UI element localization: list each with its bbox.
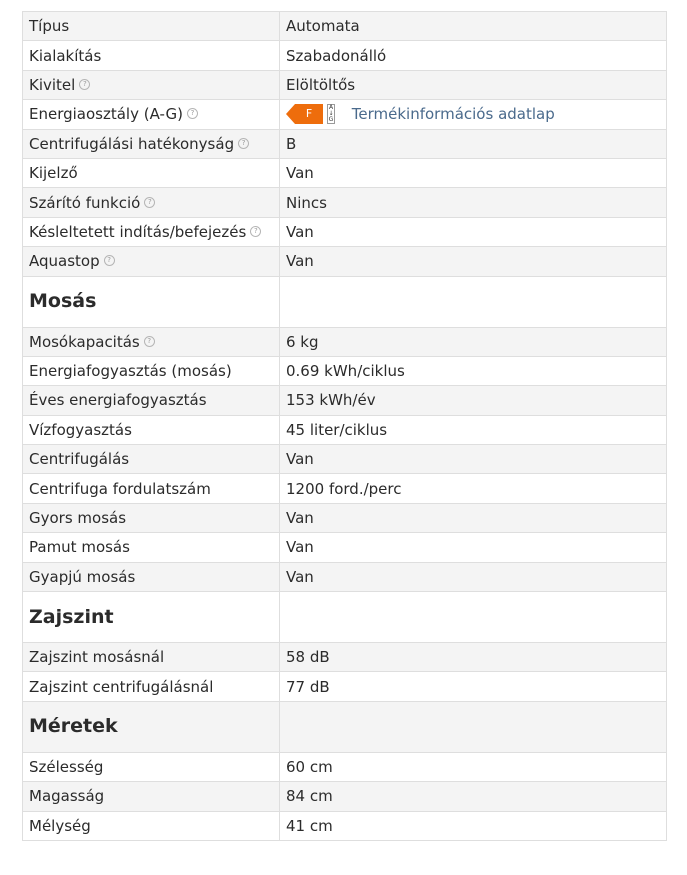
spec-row-kesleltetett-inditas bbox=[23, 217, 667, 246]
spec-label: Zajszint mosásnál bbox=[23, 643, 280, 672]
spec-value: Nincs bbox=[280, 188, 667, 217]
spec-value: 0.69 kWh/ciklus bbox=[280, 356, 667, 385]
spec-row-centrifugalas bbox=[23, 445, 667, 474]
spec-label: Energiaosztály (A-G) ? bbox=[23, 100, 280, 129]
spec-value: Van bbox=[280, 533, 667, 562]
spec-row-gyapju-mosas bbox=[23, 562, 667, 591]
spec-row-aquastop bbox=[23, 247, 667, 276]
spec-label: Centrifuga fordulatszám bbox=[23, 474, 280, 503]
spec-label: Kivitel ? bbox=[23, 70, 280, 99]
section-header-mosas bbox=[23, 276, 667, 327]
spec-label: Gyapjú mosás bbox=[23, 562, 280, 591]
energy-label[interactable] bbox=[286, 104, 335, 124]
spec-value: Van bbox=[280, 503, 667, 532]
spec-label: Szárító funkció ? bbox=[23, 188, 280, 217]
spec-label: Kijelző bbox=[23, 158, 280, 187]
spec-label: Magasság bbox=[23, 782, 280, 811]
spec-row-mosokapacitas bbox=[23, 327, 667, 356]
spec-value: 84 cm bbox=[280, 782, 667, 811]
spec-row-magassag bbox=[23, 782, 667, 811]
spec-row-energiaosztaly bbox=[23, 100, 667, 129]
section-header-zajszint bbox=[23, 592, 667, 643]
spec-row-zajszint-centrifugalasnal bbox=[23, 672, 667, 701]
spec-row-eves-energiafogyasztas bbox=[23, 386, 667, 415]
energy-scale-icon: A ↓ G bbox=[328, 104, 334, 124]
spec-label: Pamut mosás bbox=[23, 533, 280, 562]
help-icon[interactable]: ? bbox=[144, 336, 155, 347]
spec-row-szarito-funkcio bbox=[23, 188, 667, 217]
product-info-sheet-link[interactable]: Termékinformációs adatlap bbox=[351, 104, 555, 123]
spec-label: Aquastop ? bbox=[23, 247, 280, 276]
spec-row-pamut-mosas bbox=[23, 533, 667, 562]
spec-label: Kialakítás bbox=[23, 41, 280, 70]
spec-value: Van bbox=[280, 158, 667, 187]
spec-value: 153 kWh/év bbox=[280, 386, 667, 415]
spec-value: Van bbox=[280, 247, 667, 276]
section-header-meretek bbox=[23, 701, 667, 752]
spec-value bbox=[280, 100, 667, 129]
spec-label: Típus bbox=[23, 12, 280, 41]
help-icon[interactable]: ? bbox=[79, 79, 90, 90]
spec-label: Gyors mosás bbox=[23, 503, 280, 532]
spec-label: Szélesség bbox=[23, 752, 280, 781]
help-icon[interactable]: ? bbox=[187, 108, 198, 119]
product-spec-table bbox=[22, 11, 667, 841]
section-title: Mosás bbox=[23, 276, 280, 327]
help-icon[interactable]: ? bbox=[238, 138, 249, 149]
spec-label: Vízfogyasztás bbox=[23, 415, 280, 444]
spec-value: Van bbox=[280, 217, 667, 246]
spec-row-kialakitas bbox=[23, 41, 667, 70]
spec-value: 6 kg bbox=[280, 327, 667, 356]
section-title: Zajszint bbox=[23, 592, 280, 643]
spec-label: Késleltetett indítás/befejezés ? bbox=[23, 217, 280, 246]
spec-label: Centrifugálás bbox=[23, 445, 280, 474]
spec-value: 77 dB bbox=[280, 672, 667, 701]
spec-value: Van bbox=[280, 562, 667, 591]
help-icon[interactable]: ? bbox=[250, 226, 261, 237]
spec-value: 60 cm bbox=[280, 752, 667, 781]
spec-label: Mélység bbox=[23, 811, 280, 840]
spec-value: Automata bbox=[280, 12, 667, 41]
spec-row-szelesseg bbox=[23, 752, 667, 781]
spec-value: Szabadonálló bbox=[280, 41, 667, 70]
help-icon[interactable]: ? bbox=[144, 197, 155, 208]
spec-row-energiafogyasztas bbox=[23, 356, 667, 385]
section-title: Méretek bbox=[23, 701, 280, 752]
spec-value: B bbox=[280, 129, 667, 158]
spec-value: 58 dB bbox=[280, 643, 667, 672]
spec-row-gyors-mosas bbox=[23, 503, 667, 532]
spec-label: Mosókapacitás ? bbox=[23, 327, 280, 356]
energy-class-badge[interactable]: F bbox=[295, 104, 323, 124]
spec-value: 1200 ford./perc bbox=[280, 474, 667, 503]
spec-value: Van bbox=[280, 445, 667, 474]
help-icon[interactable]: ? bbox=[104, 255, 115, 266]
spec-label: Éves energiafogyasztás bbox=[23, 386, 280, 415]
spec-label: Zajszint centrifugálásnál bbox=[23, 672, 280, 701]
spec-label: Energiafogyasztás (mosás) bbox=[23, 356, 280, 385]
spec-row-vizfogyasztas bbox=[23, 415, 667, 444]
spec-row-kivitel bbox=[23, 70, 667, 99]
spec-row-centrifugalasi-hatekonysag bbox=[23, 129, 667, 158]
spec-value: Elöltöltős bbox=[280, 70, 667, 99]
spec-label: Centrifugálási hatékonyság ? bbox=[23, 129, 280, 158]
spec-row-kijelzo bbox=[23, 158, 667, 187]
spec-row-zajszint-mosasnal bbox=[23, 643, 667, 672]
spec-row-tipus bbox=[23, 12, 667, 41]
spec-value: 45 liter/ciklus bbox=[280, 415, 667, 444]
spec-row-melyseg bbox=[23, 811, 667, 840]
spec-row-centrifuga-fordulatszam bbox=[23, 474, 667, 503]
spec-value: 41 cm bbox=[280, 811, 667, 840]
